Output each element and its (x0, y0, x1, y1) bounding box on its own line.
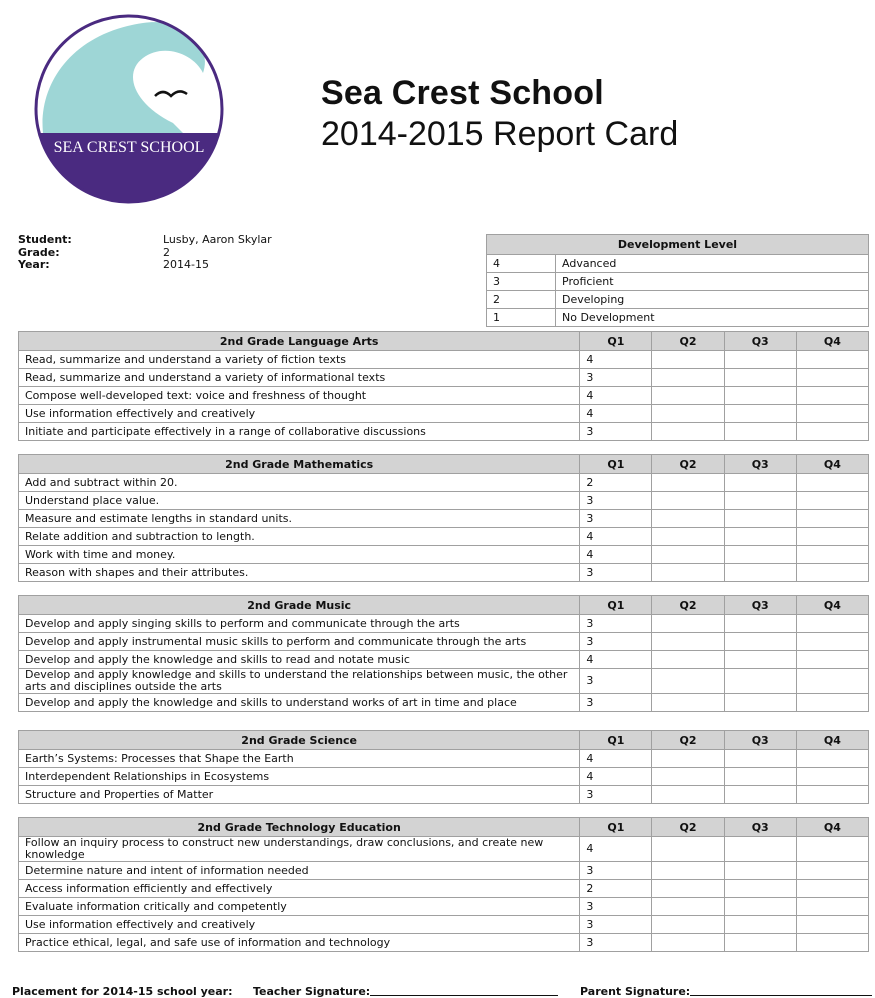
skill-description: Develop and apply the knowledge and skills to understand works of art in time and place (19, 694, 580, 712)
school-name: Sea Crest School (321, 74, 604, 112)
grade-value: 2 (163, 245, 170, 259)
year-row (18, 259, 272, 272)
level-number: 4 (487, 255, 556, 273)
skill-description: Read, summarize and understand a variety of informational texts (19, 369, 580, 387)
subject-table (18, 595, 869, 712)
skill-description: Develop and apply instrumental music skills to perform and communicate through the arts (19, 633, 580, 651)
quarter-score (724, 862, 796, 880)
quarter-score (724, 633, 796, 651)
quarter-score (724, 474, 796, 492)
quarter-score (796, 510, 868, 528)
quarter-header: Q2 (652, 455, 724, 474)
parent-signature (580, 985, 690, 998)
grade-row (18, 247, 272, 260)
quarter-score (724, 492, 796, 510)
quarter-header: Q3 (724, 818, 796, 837)
quarter-header: Q4 (796, 332, 868, 351)
subject-title: 2nd Grade Technology Education (19, 818, 580, 837)
quarter-score (724, 387, 796, 405)
skill-description: Initiate and participate effectively in a range of collaborative discussions (19, 423, 580, 441)
quarter-score: 3 (580, 862, 652, 880)
quarter-score (796, 694, 868, 712)
subject-title: 2nd Grade Language Arts (19, 332, 580, 351)
skill-description: Use information effectively and creatively (19, 405, 580, 423)
grade-label: Grade: (18, 245, 60, 259)
quarter-score: 4 (580, 387, 652, 405)
quarter-score (724, 669, 796, 694)
skill-description: Practice ethical, legal, and safe use of information and technology (19, 934, 580, 952)
quarter-score (652, 898, 724, 916)
table-row (19, 492, 869, 510)
quarter-score (652, 651, 724, 669)
quarter-score: 3 (580, 615, 652, 633)
quarter-score (652, 369, 724, 387)
quarter-score: 4 (580, 546, 652, 564)
logo-text: SEA CREST SCHOOL (53, 139, 205, 156)
skill-description: Measure and estimate lengths in standard units. (19, 510, 580, 528)
table-row (19, 786, 869, 804)
skill-description: Compose well-developed text: voice and freshness of thought (19, 387, 580, 405)
quarter-score (724, 694, 796, 712)
quarter-score (652, 474, 724, 492)
quarter-score (724, 564, 796, 582)
skill-description: Use information effectively and creatively (19, 916, 580, 934)
quarter-score (652, 694, 724, 712)
table-row (19, 880, 869, 898)
quarter-score (724, 898, 796, 916)
quarter-score (796, 934, 868, 952)
quarter-score: 4 (580, 528, 652, 546)
quarter-score (796, 750, 868, 768)
quarter-score (796, 768, 868, 786)
quarter-header: Q2 (652, 596, 724, 615)
skill-description: Read, summarize and understand a variety of fiction texts (19, 351, 580, 369)
table-row (19, 528, 869, 546)
table-row (19, 633, 869, 651)
quarter-score (796, 837, 868, 862)
subject-table (18, 730, 869, 804)
quarter-score (796, 546, 868, 564)
teacher-signature-label: Teacher Signature: (253, 985, 371, 998)
subject-header-row (19, 455, 869, 474)
quarter-score: 4 (580, 768, 652, 786)
quarter-score: 4 (580, 750, 652, 768)
student-info (18, 234, 272, 272)
subject-table (18, 331, 869, 441)
quarter-score: 3 (580, 934, 652, 952)
skill-description: Relate addition and subtraction to length. (19, 528, 580, 546)
quarter-score: 3 (580, 898, 652, 916)
quarter-header: Q4 (796, 455, 868, 474)
table-row (19, 837, 869, 862)
quarter-score: 4 (580, 651, 652, 669)
quarter-header: Q1 (580, 455, 652, 474)
table-row (19, 750, 869, 768)
level-desc: Advanced (556, 255, 869, 273)
quarter-score (652, 837, 724, 862)
school-logo (33, 13, 225, 205)
quarter-score (652, 387, 724, 405)
quarter-score (796, 880, 868, 898)
quarter-score: 3 (580, 564, 652, 582)
table-row (19, 474, 869, 492)
quarter-score (724, 405, 796, 423)
quarter-score (652, 934, 724, 952)
quarter-header: Q3 (724, 731, 796, 750)
quarter-score: 3 (580, 916, 652, 934)
report-subtitle: 2014-2015 Report Card (321, 115, 679, 153)
quarter-header: Q3 (724, 332, 796, 351)
quarter-score (724, 750, 796, 768)
quarter-score (652, 633, 724, 651)
table-row (487, 255, 869, 273)
teacher-signature (253, 985, 370, 998)
quarter-score (724, 351, 796, 369)
quarter-score (652, 750, 724, 768)
quarter-header: Q2 (652, 332, 724, 351)
table-row (19, 669, 869, 694)
table-row (19, 916, 869, 934)
table-row (19, 651, 869, 669)
skill-description: Reason with shapes and their attributes. (19, 564, 580, 582)
quarter-score: 3 (580, 510, 652, 528)
quarter-header: Q1 (580, 332, 652, 351)
skill-description: Evaluate information critically and competently (19, 898, 580, 916)
quarter-score (796, 651, 868, 669)
level-desc: No Development (556, 309, 869, 327)
quarter-header: Q4 (796, 731, 868, 750)
quarter-score (796, 351, 868, 369)
quarter-score (652, 786, 724, 804)
quarter-score (652, 405, 724, 423)
quarter-score: 3 (580, 423, 652, 441)
quarter-score (724, 651, 796, 669)
skill-description: Develop and apply singing skills to perform and communicate through the arts (19, 615, 580, 633)
quarter-score (724, 528, 796, 546)
table-row (19, 898, 869, 916)
subject-title: 2nd Grade Music (19, 596, 580, 615)
table-row (19, 862, 869, 880)
quarter-score (796, 387, 868, 405)
subject-title: 2nd Grade Science (19, 731, 580, 750)
quarter-score (796, 898, 868, 916)
quarter-header: Q1 (580, 731, 652, 750)
quarter-score (652, 916, 724, 934)
quarter-score (724, 546, 796, 564)
subject-title: 2nd Grade Mathematics (19, 455, 580, 474)
subject-table (18, 454, 869, 582)
table-row (19, 564, 869, 582)
table-row (19, 351, 869, 369)
quarter-score (796, 423, 868, 441)
quarter-score: 4 (580, 405, 652, 423)
quarter-score: 3 (580, 492, 652, 510)
skill-description: Work with time and money. (19, 546, 580, 564)
quarter-score (652, 423, 724, 441)
skill-description: Understand place value. (19, 492, 580, 510)
level-number: 2 (487, 291, 556, 309)
quarter-score (652, 528, 724, 546)
quarter-score (796, 862, 868, 880)
quarter-header: Q2 (652, 818, 724, 837)
quarter-score (796, 474, 868, 492)
quarter-header: Q1 (580, 818, 652, 837)
quarter-score (724, 423, 796, 441)
quarter-score (652, 546, 724, 564)
quarter-score: 2 (580, 880, 652, 898)
skill-description: Earth’s Systems: Processes that Shape the Earth (19, 750, 580, 768)
quarter-score (652, 351, 724, 369)
quarter-score (796, 916, 868, 934)
subject-header-row (19, 332, 869, 351)
quarter-score (796, 492, 868, 510)
level-number: 1 (487, 309, 556, 327)
placement-label: Placement for 2014-15 school year: (12, 985, 233, 998)
subject-header-row (19, 596, 869, 615)
quarter-score (652, 492, 724, 510)
quarter-score (796, 786, 868, 804)
skill-description: Structure and Properties of Matter (19, 786, 580, 804)
table-row (19, 510, 869, 528)
table-row (19, 615, 869, 633)
table-row (19, 387, 869, 405)
report-title (321, 73, 678, 155)
table-row (487, 273, 869, 291)
parent-signature-line[interactable] (690, 985, 872, 996)
quarter-header: Q4 (796, 596, 868, 615)
quarter-score (724, 369, 796, 387)
quarter-score: 3 (580, 786, 652, 804)
quarter-score: 3 (580, 369, 652, 387)
level-number: 3 (487, 273, 556, 291)
development-level-table (486, 234, 869, 327)
quarter-header: Q3 (724, 596, 796, 615)
quarter-score (796, 528, 868, 546)
parent-signature-label: Parent Signature: (580, 985, 691, 998)
student-value: Lusby, Aaron Skylar (163, 233, 272, 246)
student-row (18, 234, 272, 247)
quarter-score (796, 669, 868, 694)
teacher-signature-line[interactable] (370, 985, 558, 996)
skill-description: Add and subtract within 20. (19, 474, 580, 492)
table-row (487, 309, 869, 327)
table-row (19, 768, 869, 786)
quarter-score (796, 615, 868, 633)
skill-description: Determine nature and intent of information needed (19, 862, 580, 880)
skill-description: Develop and apply knowledge and skills to understand the relationships between music, the other arts and disciplines outside the arts (19, 669, 580, 694)
quarter-score: 4 (580, 837, 652, 862)
quarter-header: Q3 (724, 455, 796, 474)
quarter-score (652, 862, 724, 880)
quarter-header: Q1 (580, 596, 652, 615)
level-desc: Proficient (556, 273, 869, 291)
quarter-score (724, 837, 796, 862)
quarter-score: 3 (580, 669, 652, 694)
table-row (19, 369, 869, 387)
quarter-score (652, 880, 724, 898)
subject-header-row (19, 818, 869, 837)
table-row (19, 405, 869, 423)
subject-table (18, 817, 869, 952)
development-level-title: Development Level (487, 235, 869, 255)
quarter-score (652, 615, 724, 633)
subject-header-row (19, 731, 869, 750)
quarter-score (724, 768, 796, 786)
quarter-header: Q2 (652, 731, 724, 750)
table-row (19, 546, 869, 564)
student-label: Student: (18, 233, 72, 246)
table-row (19, 423, 869, 441)
quarter-score: 3 (580, 694, 652, 712)
skill-description: Access information efficiently and effectively (19, 880, 580, 898)
quarter-score: 4 (580, 351, 652, 369)
quarter-score (652, 669, 724, 694)
level-desc: Developing (556, 291, 869, 309)
quarter-score (796, 564, 868, 582)
quarter-score (724, 934, 796, 952)
quarter-score: 3 (580, 633, 652, 651)
quarter-score (724, 615, 796, 633)
table-row (487, 291, 869, 309)
quarter-score: 2 (580, 474, 652, 492)
skill-description: Follow an inquiry process to construct new understandings, draw conclusions, and create new knowledge (19, 837, 580, 862)
skill-description: Develop and apply the knowledge and skills to read and notate music (19, 651, 580, 669)
year-value: 2014-15 (163, 258, 209, 271)
quarter-score (652, 510, 724, 528)
table-row (19, 694, 869, 712)
quarter-score (796, 369, 868, 387)
table-row (19, 934, 869, 952)
quarter-score (724, 510, 796, 528)
year-label: Year: (18, 258, 50, 271)
quarter-score (796, 405, 868, 423)
skill-description: Interdependent Relationships in Ecosystems (19, 768, 580, 786)
quarter-score (652, 564, 724, 582)
quarter-score (724, 916, 796, 934)
quarter-score (652, 768, 724, 786)
quarter-score (724, 880, 796, 898)
quarter-score (724, 786, 796, 804)
quarter-score (796, 633, 868, 651)
school-logo-graphic (33, 13, 225, 205)
quarter-header: Q4 (796, 818, 868, 837)
